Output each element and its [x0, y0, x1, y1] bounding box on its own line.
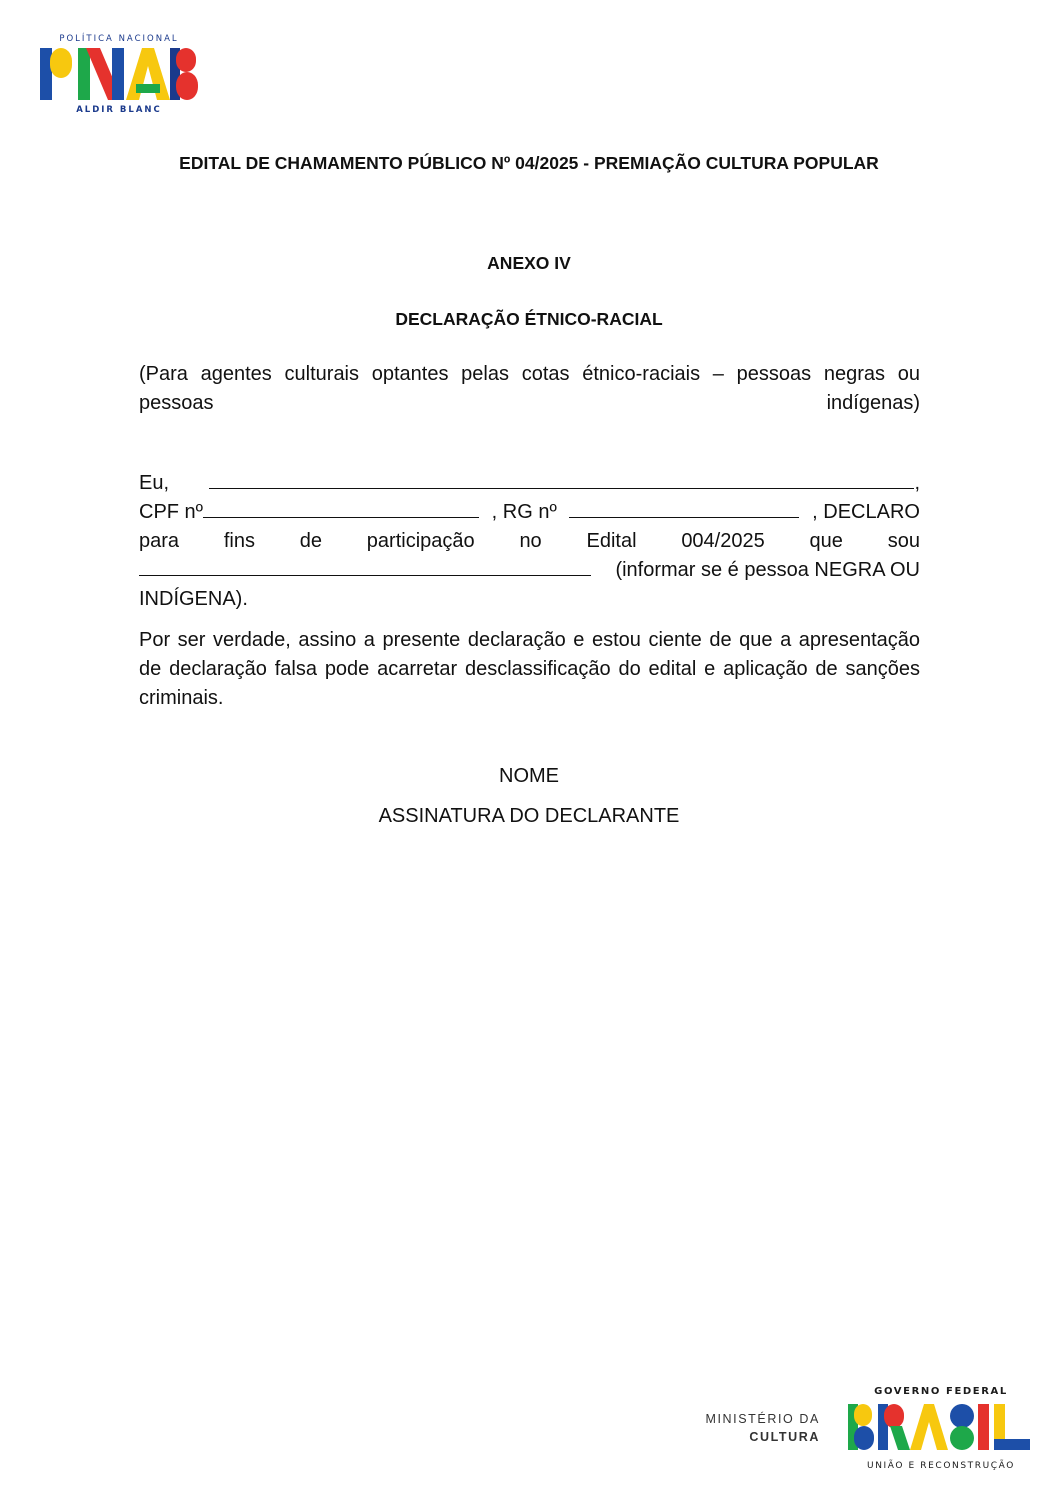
- word: para: [139, 530, 180, 552]
- word: de: [299, 530, 322, 552]
- rg-blank[interactable]: [569, 498, 799, 518]
- declaracao-title: DECLARAÇÃO ÉTNICO-RACIAL: [395, 309, 663, 329]
- indigena-text: INDÍGENA).: [139, 588, 248, 610]
- word: Edital: [586, 530, 637, 552]
- edital-title: EDITAL DE CHAMAMENTO PÚBLICO Nº 04/2025 - PREMIAÇÃO CULTURA POPULAR: [179, 153, 879, 173]
- declaro-label: , DECLARO: [812, 501, 920, 523]
- gov-top-text: GOVERNO FEDERAL: [874, 1386, 1008, 1397]
- word: participação: [366, 530, 475, 552]
- rg-label: , RG nº: [491, 501, 557, 523]
- governo-federal-logo: [846, 1384, 1036, 1474]
- declaration-line-docs: [139, 498, 920, 527]
- eu-label: Eu,: [139, 472, 170, 494]
- ethnicity-blank[interactable]: [139, 556, 591, 576]
- declaration-line-ethnicity: [139, 556, 920, 585]
- signature-name: NOME: [499, 765, 559, 787]
- signature-label: ASSINATURA DO DECLARANTE: [378, 805, 680, 827]
- anexo-title: ANEXO IV: [487, 253, 571, 273]
- word: fins: [223, 530, 255, 552]
- declaration-line-purpose: [139, 527, 920, 556]
- intro-paragraph: (Para agentes culturais optantes pelas cotas étnico-raciais – pessoas negras ou pessoas indígenas): [139, 363, 920, 414]
- declaration-line-name: [139, 469, 920, 498]
- ministerio-line1: MINISTÉRIO DA: [705, 1412, 820, 1426]
- verdade-paragraph: Por ser verdade, assino a presente declaração e estou ciente de que a apresentação de declaração falsa pode acarretar desclassificação do edital e aplicação de sanções criminais.: [139, 629, 920, 709]
- logo-bottom-text: ALDIR BLANC: [76, 105, 162, 114]
- cpf-label: CPF nº: [139, 501, 203, 523]
- word: que: [809, 530, 843, 552]
- word: sou: [887, 530, 920, 552]
- ministerio-line2: CULTURA: [749, 1430, 820, 1444]
- comma: ,: [914, 472, 920, 494]
- informar-text: (informar se é pessoa NEGRA OU: [615, 559, 920, 581]
- word: 004/2025: [681, 530, 765, 552]
- declaration-paragraph: [139, 469, 920, 614]
- gov-bottom-text: UNIÃO E RECONSTRUÇÃO: [867, 1461, 1015, 1471]
- cpf-blank[interactable]: [203, 498, 479, 518]
- name-blank[interactable]: [209, 469, 914, 489]
- word: no: [519, 530, 542, 552]
- ministerio-cultura: [680, 1410, 820, 1446]
- pnab-logo: [38, 32, 200, 114]
- logo-top-text: POLÍTICA NACIONAL: [59, 34, 179, 44]
